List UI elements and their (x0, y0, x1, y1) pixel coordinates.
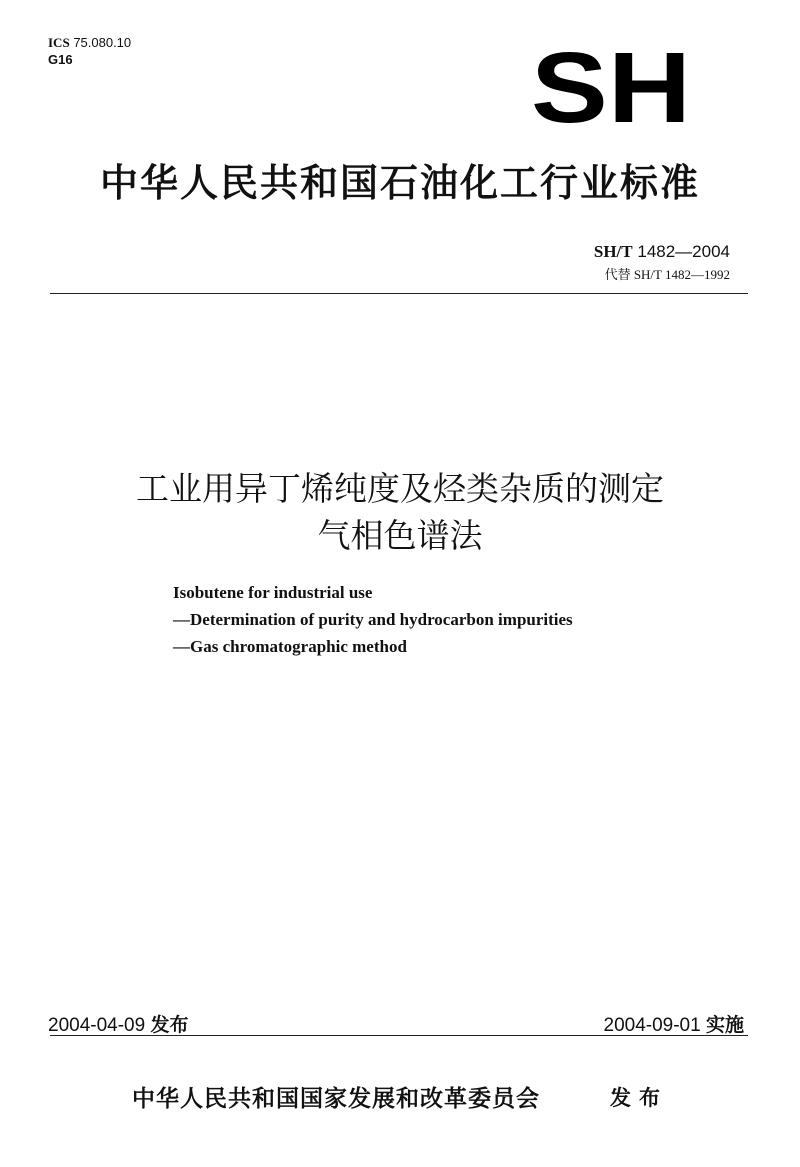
implement-word: 实施 (705, 1014, 744, 1036)
ics-block (48, 34, 131, 68)
ics-label: ICS (48, 35, 70, 50)
sh-logo (530, 48, 692, 128)
sh-logo-text: SH (531, 48, 691, 128)
publish-date (48, 1010, 189, 1037)
ics-code: 75.080.10 (73, 35, 132, 50)
class-code: G16 (48, 52, 73, 67)
implement-date-value: 2004-09-01 (603, 1015, 701, 1036)
standard-code-number: 1482—2004 (637, 242, 730, 261)
bottom-divider (50, 1035, 748, 1036)
top-divider (50, 293, 748, 294)
title-en-line1: Isobutene for industrial use (173, 583, 373, 602)
title-cn-line1: 工业用异丁烯纯度及烃类杂质的测定 (136, 469, 664, 508)
title-cn-line2: 气相色谱法 (317, 516, 483, 555)
standard-code-prefix: SH/T (593, 242, 633, 261)
org-title: 中华人民共和国石油化工行业标准 (99, 161, 700, 205)
publish-date-value: 2004-04-09 (48, 1015, 146, 1036)
standard-code (594, 242, 730, 262)
publish-word: 发布 (150, 1014, 189, 1036)
issuer: 中华人民共和国国家发展和改革委员会 (132, 1086, 540, 1112)
implement-date (604, 1010, 745, 1037)
replaces-note: 代替 SH/T 1482—1992 (604, 267, 730, 282)
title-en-line2: —Determination of purity and hydrocarbon impurities (173, 610, 573, 629)
issue-word: 发布 (610, 1086, 668, 1110)
title-en-line3: —Gas chromatographic method (173, 637, 407, 656)
